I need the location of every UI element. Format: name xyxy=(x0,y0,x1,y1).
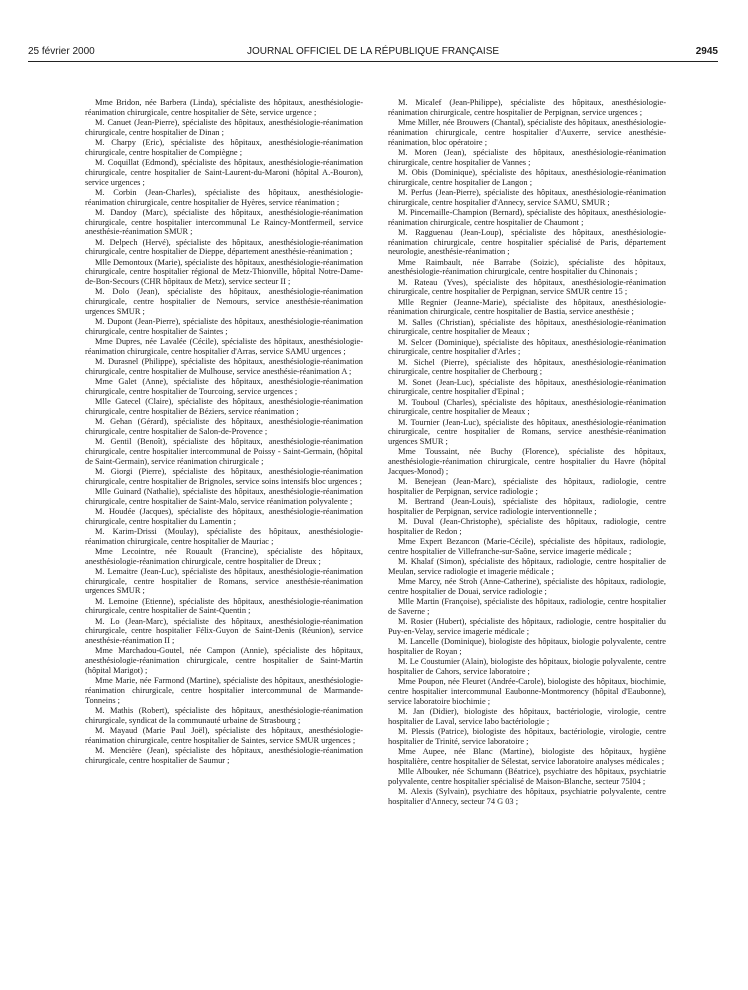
appointment-entry: M. Plessis (Patrice), biologiste des hôpitaux, bactériologie, virologie, centre hospitalier de Trinité, service laboratoire ; xyxy=(388,726,666,746)
left-column xyxy=(85,98,363,766)
appointment-entry: M. Dolo (Jean), spécialiste des hôpitaux, anesthésiologie-réanimation chirurgicale, centre hospitalier de Nemours, service anesthésie-réanimation urgences SMUR ; xyxy=(85,287,363,316)
appointment-entry: M. Mathis (Robert), spécialiste des hôpitaux, anesthésiologie-réanimation chirurgicale, syndicat de la communauté urbaine de Strasbourg ; xyxy=(85,705,363,725)
appointment-entry: Mme Marie, née Farmond (Martine), spécialiste des hôpitaux, anesthésiologie-réanimation chirurgicale, centre hospitalier intercommunal de Marmande-Tonneins ; xyxy=(85,676,363,705)
appointment-entry: M. Alexis (Sylvain), psychiatre des hôpitaux, psychiatrie polyvalente, centre hospitalier d'Annecy, secteur 74 G 03 ; xyxy=(388,786,666,806)
appointment-entry: M. Charpy (Eric), spécialiste des hôpitaux, anesthésiologie-réanimation chirurgicale, centre hospitalier de Compiègne ; xyxy=(85,138,363,157)
page-header xyxy=(28,46,718,60)
appointment-entry: M. Khalaf (Simon), spécialiste des hôpitaux, radiologie, centre hospitalier de Meulan, service radiologie et imagerie médicale ; xyxy=(388,557,666,576)
appointment-entry: M. Durasnel (Philippe), spécialiste des hôpitaux, anesthésiologie-réanimation chirurgicale, centre hospitalier de Mulhouse, service anesthésie-réanimation A ; xyxy=(85,357,363,376)
appointment-entry: M. Jan (Didier), biologiste des hôpitaux, bactériologie, virologie, centre hospitalier de Laval, service labo bactériologie ; xyxy=(388,706,666,726)
appointment-entry: M. Rosier (Hubert), spécialiste des hôpitaux, radiologie, centre hospitalier du Puy-en-Velay, service imagerie médicale ; xyxy=(388,617,666,636)
appointment-entry: Mme Marcy, née Stroh (Anne-Catherine), spécialiste des hôpitaux, radiologie, centre hospitalier de Douai, service radiologie ; xyxy=(388,577,666,596)
header-rule xyxy=(28,61,718,62)
appointment-entry: M. Sichel (Pierre), spécialiste des hôpitaux, anesthésiologie-réanimation chirurgicale, centre hospitalier de Cherbourg ; xyxy=(388,357,666,377)
page-number: 2945 xyxy=(695,46,718,57)
appointment-entry: M. Rateau (Yves), spécialiste des hôpitaux, anesthésiologie-réanimation chirurgicale, centre hospitalier de Perpignan, service SMUR centre 15 ; xyxy=(388,277,666,297)
appointment-entry: Mme Galet (Anne), spécialiste des hôpitaux, anesthésiologie-réanimation chirurgicale, centre hospitalier de Tourcoing, service urgences ; xyxy=(85,377,363,396)
appointment-entry: Mme Poupon, née Fleuret (Andrée-Carole), biologiste des hôpitaux, biochimie, centre hospitalier intercommunal Eaubonne-Montmorency (hôpital d'Eaubonne), service laboratoire biochimie ; xyxy=(388,677,666,706)
issue-date: 25 février 2000 xyxy=(28,46,95,57)
appointment-entry: M. Dupont (Jean-Pierre), spécialiste des hôpitaux, anesthésiologie-réanimation chirurgicale, centre hospitalier de Saintes ; xyxy=(85,317,363,336)
appointment-entry: Mme Lecointre, née Rouault (Francine), spécialiste des hôpitaux, anesthésiologie-réanimation chirurgicale, centre hospitalier de Dreux ; xyxy=(85,546,363,566)
appointment-entry: M. Corbin (Jean-Charles), spécialiste des hôpitaux, anesthésiologie-réanimation chirurgicale, centre hospitalier de Hyères, service réanimation ; xyxy=(85,187,363,207)
appointment-entry: M. Coquillat (Edmond), spécialiste des hôpitaux, anesthésiologie-réanimation chirurgicale, centre hospitalier de Saint-Laurent-du-Maroni (hôpital A.-Bouron), service urgences ; xyxy=(85,158,363,187)
appointment-entry: M. Perfus (Jean-Pierre), spécialiste des hôpitaux, anesthésiologie-réanimation chirurgicale, centre hospitalier d'Annecy, service SAMU, SMUR ; xyxy=(388,187,666,207)
appointment-entry: M. Lemoine (Etienne), spécialiste des hôpitaux, anesthésiologie-réanimation chirurgicale, centre hospitalier de Saint-Quentin ; xyxy=(85,596,363,616)
appointment-entry: M. Giorgi (Pierre), spécialiste des hôpitaux, anesthésiologie-réanimation chirurgicale, centre hospitalier de Brignoles, service soins intensifs bloc urgences ; xyxy=(85,466,363,486)
appointment-entry: M. Moren (Jean), spécialiste des hôpitaux, anesthésiologie-réanimation chirurgicale, centre hospitalier de Vannes ; xyxy=(388,147,666,167)
appointment-entry: M. Mayaud (Marie Paul Joël), spécialiste des hôpitaux, anesthésiologie-réanimation chirurgicale, centre hospitalier de Saintes, service SMUR urgences ; xyxy=(85,725,363,745)
appointment-entry: M. Tournier (Jean-Luc), spécialiste des hôpitaux, anesthésiologie-réanimation chirurgicale, centre hospitalier de Romans, service anesthésie-réanimation urgences SMUR ; xyxy=(388,417,666,446)
appointment-entry: M. Benejean (Jean-Marc), spécialiste des hôpitaux, radiologie, centre hospitalier de Perpignan, service radiologie ; xyxy=(388,477,666,496)
appointment-entry: M. Touboul (Charles), spécialiste des hôpitaux, anesthésiologie-réanimation chirurgicale, centre hospitalier de Meaux ; xyxy=(388,397,666,417)
appointment-entry: Mlle Martin (Françoise), spécialiste des hôpitaux, radiologie, centre hospitalier de Saverne ; xyxy=(388,597,666,616)
appointment-entry: M. Gehan (Gérard), spécialiste des hôpitaux, anesthésiologie-réanimation chirurgicale, centre hospitalier de Salon-de-Provence ; xyxy=(85,417,363,436)
appointment-entry: M. Duval (Jean-Christophe), spécialiste des hôpitaux, radiologie, centre hospitalier de Redon ; xyxy=(388,517,666,536)
appointment-entry: M. Delpech (Hervé), spécialiste des hôpitaux, anesthésiologie-réanimation chirurgicale, centre hospitalier de Dieppe, département anesthésie-réanimation ; xyxy=(85,237,363,257)
appointment-entry: Mlle Regnier (Jeanne-Marie), spécialiste des hôpitaux, anesthésiologie-réanimation chirurgicale, centre hospitalier de Bastia, service anesthésie ; xyxy=(388,297,666,317)
appointment-entry: Mlle Guinard (Nathalie), spécialiste des hôpitaux, anesthésiologie-réanimation chirurgicale, centre hospitalier de Saint-Malo, service réanimation polyvalente ; xyxy=(85,486,363,506)
appointment-entry: M. Lo (Jean-Marc), spécialiste des hôpitaux, anesthésiologie-réanimation chirurgicale, centre hospitalier Félix-Guyon de Saint-Denis (Réunion), service anesthésie-réanimation II ; xyxy=(85,616,363,645)
appointment-entry: Mme Miller, née Brouwers (Chantal), spécialiste des hôpitaux, anesthésiologie-réanimation chirurgicale, centre hospitalier d'Auxerre, service anesthésie-réanimation, bloc opératoire ; xyxy=(388,118,666,147)
appointment-entry: M. Houdée (Jacques), spécialiste des hôpitaux, anesthésiologie-réanimation chirurgicale, centre hospitalier du Lamentin ; xyxy=(85,506,363,526)
appointment-entry: M. Le Coustumier (Alain), biologiste des hôpitaux, biologie polyvalente, centre hospitalier de Cahors, service laboratoire ; xyxy=(388,657,666,676)
appointment-entry: M. Obis (Dominique), spécialiste des hôpitaux, anesthésiologie-réanimation chirurgicale, centre hospitalier de Langon ; xyxy=(388,167,666,187)
appointment-entry: M. Lemaitre (Jean-Luc), spécialiste des hôpitaux, anesthésiologie-réanimation chirurgicale, centre hospitalier de Romans, service anesthésie-réanimation urgences SMUR ; xyxy=(85,566,363,596)
appointment-entry: M. Ragguenau (Jean-Loup), spécialiste des hôpitaux, anesthésiologie-réanimation chirurgicale, centre hospitalier spécialisé de Paris, département neurologie, anesthésie-réanimation ; xyxy=(388,227,666,257)
appointment-entry: Mlle Albouker, née Schumann (Béatrice), psychiatre des hôpitaux, psychiatrie polyvalente, centre hospitalier spécialisé de Maison-Blanche, secteur 75I04 ; xyxy=(388,766,666,786)
appointment-entry: M. Karim-Drissi (Moulay), spécialiste des hôpitaux, anesthésiologie-réanimation chirurgicale, centre hospitalier de Mauriac ; xyxy=(85,526,363,546)
journal-title: JOURNAL OFFICIEL DE LA RÉPUBLIQUE FRANÇAISE xyxy=(246,46,500,57)
appointment-entry: M. Lancelle (Dominique), biologiste des hôpitaux, biologie polyvalente, centre hospitalier de Royan ; xyxy=(388,637,666,656)
appointment-entry: Mme Marchadou-Goutel, née Campon (Annie), spécialiste des hôpitaux, anesthésiologie-réanimation chirurgicale, centre hospitalier de Saint-Martin (hôpital Marigot) ; xyxy=(85,646,363,675)
appointment-entry: M. Mencière (Jean), spécialiste des hôpitaux, anesthésiologie-réanimation chirurgicale, centre hospitalier de Saumur ; xyxy=(85,745,363,765)
appointment-entry: M. Canuet (Jean-Pierre), spécialiste des hôpitaux, anesthésiologie-réanimation chirurgicale, centre hospitalier de Dinan ; xyxy=(85,118,363,137)
appointment-entry: Mlle Gatecel (Claire), spécialiste des hôpitaux, anesthésiologie-réanimation chirurgicale, centre hospitalier de Béziers, service réanimation ; xyxy=(85,397,363,416)
appointment-entry: Mme Raimbault, née Barrabe (Soizic), spécialiste des hôpitaux, anesthésiologie-réanimation chirurgicale, centre hospitalier du Chinonais ; xyxy=(388,257,666,277)
appointment-entry: Mme Aupee, née Blanc (Martine), biologiste des hôpitaux, hygiène hospitalière, centre hospitalier de Sélestat, service laboratoire analyses médicales ; xyxy=(388,746,666,766)
appointment-entry: Mme Expert Bezancon (Marie-Cécile), spécialiste des hôpitaux, radiologie, centre hospitalier de Villefranche-sur-Saône, service imagerie médicale ; xyxy=(388,537,666,556)
appointment-entry: Mme Toussaint, née Buchy (Florence), spécialiste des hôpitaux, anesthésiologie-réanimation chirurgicale, centre hospitalier du Havre (hôpital Jacques-Monod) ; xyxy=(388,447,666,476)
appointment-entry: Mme Bridon, née Barbera (Linda), spécialiste des hôpitaux, anesthésiologie-réanimation chirurgicale, centre hospitalier de Sète, service urgence ; xyxy=(85,98,363,117)
right-column xyxy=(388,98,666,807)
appointment-entry: M. Sonet (Jean-Luc), spécialiste des hôpitaux, anesthésiologie-réanimation chirurgicale, centre hospitalier d'Epinal ; xyxy=(388,377,666,397)
appointment-entry: M. Micalef (Jean-Philippe), spécialiste des hôpitaux, anesthésiologie-réanimation chirurgicale, centre hospitalier de Perpignan, service urgences ; xyxy=(388,98,666,117)
appointment-entry: M. Dandoy (Marc), spécialiste des hôpitaux, anesthésiologie-réanimation chirurgicale, centre hospitalier intercommunal Le Raincy-Montfermeil, service anesthésie-réanimation SMUR ; xyxy=(85,207,363,237)
appointment-entry: Mme Dupres, née Lavalée (Cécile), spécialiste des hôpitaux, anesthésiologie-réanimation chirurgicale, centre hospitalier d'Arras, service SAMU urgences ; xyxy=(85,337,363,356)
appointment-entry: Mlle Demontoux (Marie), spécialiste des hôpitaux, anesthésiologie-réanimation chirurgicale, centre hospitalier régional de Metz-Thionville, hôpital Notre-Dame-de-Bon-Secours (CHR hôpitaux de Metz), service secteur II ; xyxy=(85,257,363,286)
appointment-entry: M. Selcer (Dominique), spécialiste des hôpitaux, anesthésiologie-réanimation chirurgicale, centre hospitalier d'Arles ; xyxy=(388,337,666,357)
appointment-entry: M. Pincemaille-Champion (Bernard), spécialiste des hôpitaux, anesthésiologie-réanimation chirurgicale, centre hospitalier de Chaumont ; xyxy=(388,207,666,227)
appointment-entry: M. Gentil (Benoît), spécialiste des hôpitaux, anesthésiologie-réanimation chirurgicale, centre hospitalier intercommunal de Poissy - Saint-Germain, (hôpital de Saint-Germain), service réanimation chirurgicale ; xyxy=(85,437,363,466)
appointment-entry: M. Bertrand (Jean-Louis), spécialiste des hôpitaux, radiologie, centre hospitalier de Perpignan, service radiologie interventionnelle ; xyxy=(388,497,666,516)
appointment-entry: M. Salles (Christian), spécialiste des hôpitaux, anesthésiologie-réanimation chirurgicale, centre hospitalier de Meaux ; xyxy=(388,317,666,337)
